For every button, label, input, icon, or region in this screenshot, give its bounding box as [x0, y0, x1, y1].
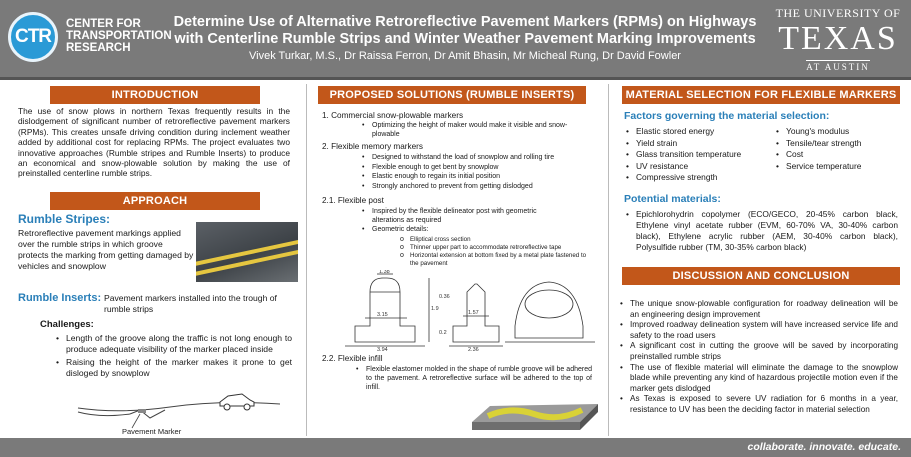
list-item: • Flexible enough to get bent by snowplow	[362, 163, 594, 173]
approach-heading: APPROACH	[50, 192, 260, 210]
s21-list	[362, 207, 562, 234]
s2-title: 2. Flexible memory markers	[322, 142, 424, 151]
factors-list-right	[776, 126, 906, 172]
list-item: o Elliptical cross section	[400, 236, 596, 244]
poster-footer	[0, 438, 911, 457]
list-item: • Designed to withstand the load of snowplow and rolling tire	[362, 153, 594, 163]
svg-text:2.36: 2.36	[468, 347, 479, 352]
s1-title: 1. Commercial snow-plowable markers	[322, 111, 464, 120]
list-item: • Optimizing the height of maker would make it visible and snow-plowable	[362, 121, 594, 139]
list-item: • Elastic stored energy	[626, 126, 774, 138]
list-item: o Thinner upper part to accommodate retroreflective tape	[400, 244, 596, 252]
rumble-stripe-photo	[196, 222, 298, 282]
s2-list	[362, 153, 594, 191]
list-item: • Elastic enough to regain its initial position	[362, 172, 594, 182]
list-item: • A significant cost in cutting the groove will be saved by incorporating preinstalled rumble strips	[620, 341, 898, 362]
list-item: • UV resistance	[626, 161, 774, 173]
list-item: • Inspired by the flexible delineator post with geometric alterations as required	[362, 207, 562, 225]
list-item: • Geometric details:	[362, 225, 562, 234]
challenges-title: Challenges:	[40, 319, 94, 330]
list-item: • Compressive strength	[626, 172, 774, 184]
intro-body: The use of snow plows in northern Texas frequently results in the dislodgement of significant number of retroreflective pavement markers (RPMs). This creates unsafe driving condition during inclement weather added by additional cost for replacing RPMs. The project evaluates two innovative approaches (Rumble stripes and Rumble Inserts) to produce an economical and snow-plowable solution by making the use of preinstalled centerline rumble strips.	[18, 106, 290, 179]
rumble-inserts-body: Pavement markers installed into the trough of rumble strips	[104, 293, 277, 314]
svg-text:3.94: 3.94	[377, 347, 388, 352]
s1-list	[362, 121, 594, 139]
discussion-heading: DISCUSSION AND CONCLUSION	[622, 267, 900, 285]
rumble-stripes-body: Retroreflective pavement markings applied over the rumble strips in which groove protects the marking from getting damaged by vehicles and snowplow	[18, 228, 194, 271]
list-item: • Cost	[776, 149, 906, 161]
authors: Vivek Turkar, M.S., Dr Raissa Ferron, Dr Amit Bhasin, Mr Micheal Rung, Dr David Fowler	[249, 50, 681, 62]
list-item: • Length of the groove along the traffic is not long enough to produce adequate visibility of the marker placed inside	[56, 333, 292, 355]
factors-title: Factors governing the material selection:	[624, 110, 830, 122]
rumble-stripes-title: Rumble Stripes:	[18, 212, 111, 226]
list-item: • Flexible elastomer molded in the shape of rumble groove will be adhered to the pavement. A retroreflective surface will be adhered to the top of infill.	[356, 365, 592, 392]
intro-heading: INTRODUCTION	[50, 86, 260, 104]
list-item: • Strongly anchored to prevent from getting dislodged	[362, 182, 594, 192]
pavement-marker-label: Pavement Marker	[122, 427, 182, 436]
ut-austin-logo: THE UNIVERSITY OF TEXAS AT AUSTIN	[775, 6, 901, 72]
list-item: • Yield strain	[626, 138, 774, 150]
svg-text:0.36: 0.36	[439, 294, 450, 300]
potential-title: Potential materials:	[624, 193, 721, 205]
pavement-marker-diagram	[70, 388, 300, 436]
list-item: • The unique snow-plowable configuration for roadway delineation will be an engineering design improvement	[620, 299, 898, 320]
list-item: • Service temperature	[776, 161, 906, 173]
svg-text:1.57: 1.57	[468, 310, 479, 316]
factors-list-left	[626, 126, 774, 184]
list-item: • Raising the height of the marker makes it prone to get disloged by snowplow	[56, 357, 292, 379]
list-item: • Young's modulus	[776, 126, 906, 138]
poster-header	[0, 0, 911, 80]
rumble-inserts-title: Rumble Inserts:	[18, 292, 102, 304]
list-item: o Horizontal extension at bottom fixed by a metal plate fastened to the pavement	[400, 252, 596, 268]
list-item: • The use of flexible material will eliminate the damage to the snowplow blade while preventing any kind of hazardous projectile motion even if the marker gets dislodged	[620, 363, 898, 395]
svg-text:0.2: 0.2	[439, 330, 447, 336]
potential-list	[626, 209, 898, 253]
list-item: • As Texas is exposed to severe UV radiation for 6 months in a year, resistance to UV has been the deciding factor in material selection	[620, 394, 898, 415]
list-item: • Tensile/tear strength	[776, 138, 906, 150]
list-item: • Epichlorohydrin copolymer (ECO/GECO, 20-45% carbon black, Ethylene vinyl acetate rubber (EVM, 60-70% VA, 30-40% carbon black), Ethylene acrylic rubber (AEM, 30-40% carbon black), Polysulfide rubber (TM, 30-35% carbon black)	[626, 209, 898, 253]
s22-list	[356, 365, 592, 392]
ctr-name: CENTER FOR TRANSPORTATION RESEARCH	[66, 18, 172, 54]
svg-text:1.9: 1.9	[431, 306, 439, 312]
column-divider	[306, 84, 307, 436]
svg-text:3.15: 3.15	[377, 312, 388, 318]
solutions-heading: PROPOSED SOLUTIONS (RUMBLE INSERTS)	[318, 86, 586, 104]
column-divider	[608, 84, 609, 436]
list-item: • Improved roadway delineation system will have increased service life and safety to the road users	[620, 320, 898, 341]
discussion-list	[620, 299, 898, 416]
svg-text:1.38: 1.38	[379, 270, 390, 275]
s22-title: 2.2. Flexible infill	[322, 354, 383, 363]
footer-tagline: collaborate. innovate. educate.	[747, 441, 901, 453]
flexible-infill-render	[470, 392, 600, 434]
s21-sublist	[400, 236, 596, 268]
flexible-post-drawing	[325, 270, 600, 352]
list-item: • Glass transition temperature	[626, 149, 774, 161]
materials-heading: MATERIAL SELECTION FOR FLEXIBLE MARKERS	[622, 86, 900, 104]
ctr-logo: CTR	[8, 12, 58, 62]
s21-title: 2.1. Flexible post	[322, 196, 384, 205]
poster-title: Determine Use of Alternative Retroreflective Pavement Markers (RPMs) on Highways with Centerline Rumble Strips and Winter Weather Pavement Marking Improvements	[173, 14, 757, 47]
challenges-list	[56, 333, 292, 379]
